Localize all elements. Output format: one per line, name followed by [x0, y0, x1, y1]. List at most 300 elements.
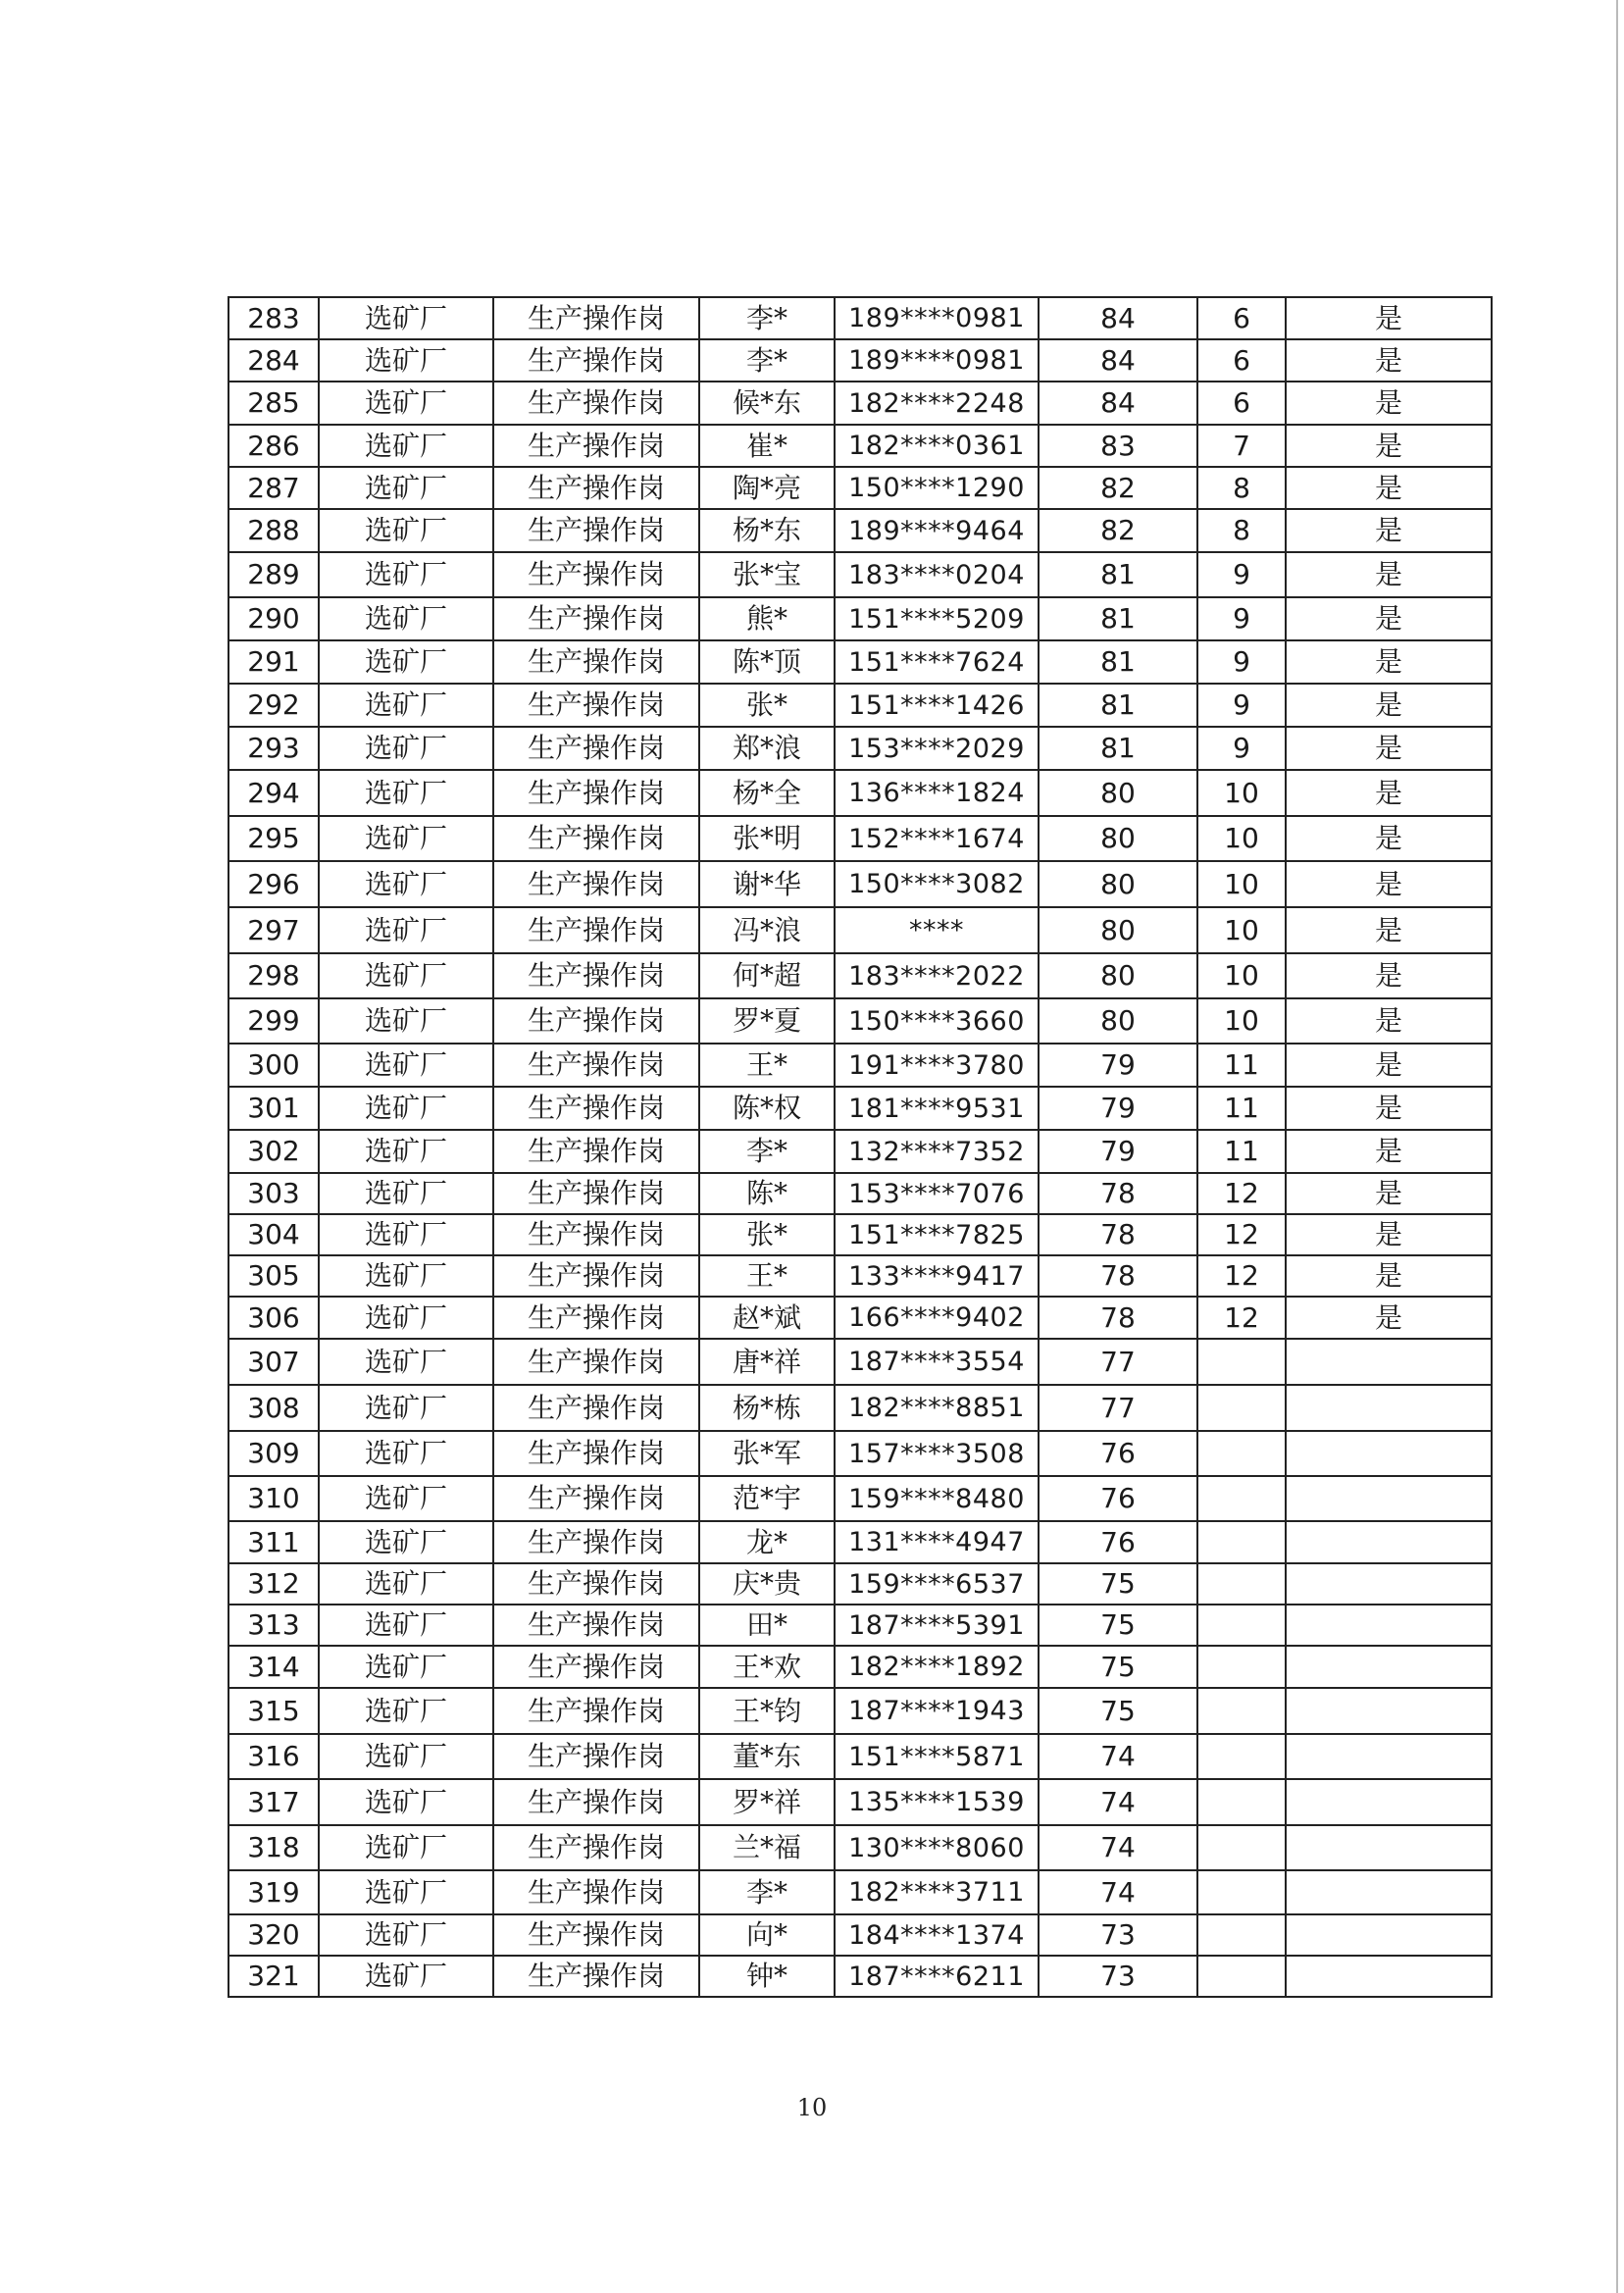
table-row [228, 1087, 1492, 1130]
table-row [228, 727, 1492, 770]
phone-cell: 151****7825 [835, 1214, 1039, 1255]
post-cell: 生产操作岗 [493, 467, 699, 509]
row-number-cell: 306 [228, 1297, 319, 1339]
qualified-cell [1286, 1476, 1492, 1521]
name-cell: 庆*贵 [699, 1563, 835, 1605]
score-cell: 80 [1039, 953, 1197, 998]
score-cell: 77 [1039, 1385, 1197, 1431]
score-cell: 84 [1039, 297, 1197, 339]
name-cell: 杨*栋 [699, 1385, 835, 1431]
score-cell: 78 [1039, 1173, 1197, 1214]
table-row [228, 1779, 1492, 1825]
phone-cell: 189****0981 [835, 339, 1039, 382]
post-cell: 生产操作岗 [493, 998, 699, 1044]
unit-cell: 选矿厂 [319, 1214, 493, 1255]
results-table-body [228, 297, 1492, 1997]
unit-cell: 选矿厂 [319, 1779, 493, 1825]
unit-cell: 选矿厂 [319, 1255, 493, 1297]
post-cell: 生产操作岗 [493, 1431, 699, 1476]
unit-cell: 选矿厂 [319, 467, 493, 509]
post-cell: 生产操作岗 [493, 1521, 699, 1563]
table-row [228, 907, 1492, 953]
row-number-cell: 316 [228, 1734, 319, 1779]
post-cell: 生产操作岗 [493, 297, 699, 339]
row-number-cell: 287 [228, 467, 319, 509]
row-number-cell: 286 [228, 425, 319, 467]
row-number-cell: 307 [228, 1339, 319, 1385]
score-cell: 76 [1039, 1521, 1197, 1563]
qualified-cell: 是 [1286, 1214, 1492, 1255]
name-cell: 罗*夏 [699, 998, 835, 1044]
qualified-cell [1286, 1605, 1492, 1646]
qualified-cell [1286, 1521, 1492, 1563]
name-cell: 王* [699, 1044, 835, 1087]
score-cell: 84 [1039, 382, 1197, 425]
post-cell: 生产操作岗 [493, 382, 699, 425]
results-table [228, 296, 1493, 1998]
rank-cell: 11 [1197, 1130, 1286, 1173]
post-cell: 生产操作岗 [493, 1646, 699, 1688]
row-number-cell: 296 [228, 861, 319, 907]
name-cell: 陶*亮 [699, 467, 835, 509]
post-cell: 生产操作岗 [493, 509, 699, 552]
qualified-cell [1286, 1563, 1492, 1605]
table-row [228, 1130, 1492, 1173]
row-number-cell: 299 [228, 998, 319, 1044]
rank-cell [1197, 1825, 1286, 1870]
phone-cell: 187****1943 [835, 1688, 1039, 1734]
name-cell: 兰*福 [699, 1825, 835, 1870]
table-row [228, 1044, 1492, 1087]
unit-cell: 选矿厂 [319, 816, 493, 861]
phone-cell: 151****5871 [835, 1734, 1039, 1779]
phone-cell: 150****3082 [835, 861, 1039, 907]
phone-cell: 133****9417 [835, 1255, 1039, 1297]
score-cell: 82 [1039, 509, 1197, 552]
unit-cell: 选矿厂 [319, 1605, 493, 1646]
name-cell: 冯*浪 [699, 907, 835, 953]
row-number-cell: 301 [228, 1087, 319, 1130]
table-row [228, 1825, 1492, 1870]
unit-cell: 选矿厂 [319, 1914, 493, 1956]
post-cell: 生产操作岗 [493, 425, 699, 467]
unit-cell: 选矿厂 [319, 382, 493, 425]
table-row [228, 1521, 1492, 1563]
unit-cell: 选矿厂 [319, 1044, 493, 1087]
table-row [228, 1914, 1492, 1956]
rank-cell: 8 [1197, 467, 1286, 509]
unit-cell: 选矿厂 [319, 1130, 493, 1173]
score-cell: 80 [1039, 861, 1197, 907]
qualified-cell: 是 [1286, 727, 1492, 770]
unit-cell: 选矿厂 [319, 1339, 493, 1385]
qualified-cell: 是 [1286, 552, 1492, 597]
row-number-cell: 321 [228, 1956, 319, 1997]
row-number-cell: 297 [228, 907, 319, 953]
row-number-cell: 285 [228, 382, 319, 425]
row-number-cell: 293 [228, 727, 319, 770]
post-cell: 生产操作岗 [493, 1339, 699, 1385]
unit-cell: 选矿厂 [319, 770, 493, 816]
score-cell: 81 [1039, 684, 1197, 727]
score-cell: 76 [1039, 1476, 1197, 1521]
row-number-cell: 288 [228, 509, 319, 552]
qualified-cell: 是 [1286, 998, 1492, 1044]
qualified-cell [1286, 1431, 1492, 1476]
phone-cell: 151****5209 [835, 597, 1039, 640]
post-cell: 生产操作岗 [493, 1255, 699, 1297]
rank-cell [1197, 1431, 1286, 1476]
post-cell: 生产操作岗 [493, 1087, 699, 1130]
post-cell: 生产操作岗 [493, 597, 699, 640]
qualified-cell: 是 [1286, 1173, 1492, 1214]
table-row [228, 1214, 1492, 1255]
score-cell: 80 [1039, 907, 1197, 953]
row-number-cell: 303 [228, 1173, 319, 1214]
qualified-cell [1286, 1825, 1492, 1870]
score-cell: 83 [1039, 425, 1197, 467]
post-cell: 生产操作岗 [493, 1214, 699, 1255]
unit-cell: 选矿厂 [319, 552, 493, 597]
table-row [228, 861, 1492, 907]
phone-cell: 151****1426 [835, 684, 1039, 727]
table-row [228, 684, 1492, 727]
name-cell: 陈*权 [699, 1087, 835, 1130]
rank-cell: 9 [1197, 552, 1286, 597]
phone-cell: 153****2029 [835, 727, 1039, 770]
qualified-cell: 是 [1286, 907, 1492, 953]
name-cell: 赵*斌 [699, 1297, 835, 1339]
name-cell: 崔* [699, 425, 835, 467]
name-cell: 李* [699, 1130, 835, 1173]
qualified-cell: 是 [1286, 1255, 1492, 1297]
rank-cell: 10 [1197, 770, 1286, 816]
unit-cell: 选矿厂 [319, 1087, 493, 1130]
rank-cell: 9 [1197, 727, 1286, 770]
phone-cell: 182****0361 [835, 425, 1039, 467]
qualified-cell [1286, 1870, 1492, 1914]
row-number-cell: 315 [228, 1688, 319, 1734]
score-cell: 79 [1039, 1044, 1197, 1087]
row-number-cell: 310 [228, 1476, 319, 1521]
score-cell: 81 [1039, 552, 1197, 597]
qualified-cell: 是 [1286, 1087, 1492, 1130]
table-row [228, 597, 1492, 640]
qualified-cell [1286, 1914, 1492, 1956]
post-cell: 生产操作岗 [493, 907, 699, 953]
post-cell: 生产操作岗 [493, 953, 699, 998]
score-cell: 73 [1039, 1914, 1197, 1956]
row-number-cell: 317 [228, 1779, 319, 1825]
row-number-cell: 319 [228, 1870, 319, 1914]
name-cell: 张*明 [699, 816, 835, 861]
row-number-cell: 309 [228, 1431, 319, 1476]
phone-cell: 166****9402 [835, 1297, 1039, 1339]
unit-cell: 选矿厂 [319, 861, 493, 907]
post-cell: 生产操作岗 [493, 1044, 699, 1087]
post-cell: 生产操作岗 [493, 1825, 699, 1870]
post-cell: 生产操作岗 [493, 1385, 699, 1431]
rank-cell: 10 [1197, 816, 1286, 861]
rank-cell [1197, 1914, 1286, 1956]
row-number-cell: 294 [228, 770, 319, 816]
qualified-cell: 是 [1286, 509, 1492, 552]
name-cell: 范*宇 [699, 1476, 835, 1521]
unit-cell: 选矿厂 [319, 684, 493, 727]
table-row [228, 1173, 1492, 1214]
phone-cell: 182****8851 [835, 1385, 1039, 1431]
qualified-cell: 是 [1286, 597, 1492, 640]
score-cell: 78 [1039, 1214, 1197, 1255]
name-cell: 王*欢 [699, 1646, 835, 1688]
qualified-cell: 是 [1286, 425, 1492, 467]
score-cell: 74 [1039, 1779, 1197, 1825]
unit-cell: 选矿厂 [319, 907, 493, 953]
qualified-cell: 是 [1286, 816, 1492, 861]
name-cell: 张*军 [699, 1431, 835, 1476]
post-cell: 生产操作岗 [493, 1914, 699, 1956]
name-cell: 陈*顶 [699, 640, 835, 684]
post-cell: 生产操作岗 [493, 684, 699, 727]
score-cell: 80 [1039, 770, 1197, 816]
score-cell: 75 [1039, 1646, 1197, 1688]
unit-cell: 选矿厂 [319, 727, 493, 770]
phone-cell: 187****6211 [835, 1956, 1039, 1997]
post-cell: 生产操作岗 [493, 640, 699, 684]
score-cell: 80 [1039, 998, 1197, 1044]
unit-cell: 选矿厂 [319, 1476, 493, 1521]
post-cell: 生产操作岗 [493, 1297, 699, 1339]
unit-cell: 选矿厂 [319, 1870, 493, 1914]
post-cell: 生产操作岗 [493, 339, 699, 382]
name-cell: 张* [699, 1214, 835, 1255]
name-cell: 杨*东 [699, 509, 835, 552]
unit-cell: 选矿厂 [319, 640, 493, 684]
score-cell: 81 [1039, 727, 1197, 770]
unit-cell: 选矿厂 [319, 339, 493, 382]
phone-cell: 182****1892 [835, 1646, 1039, 1688]
score-cell: 81 [1039, 640, 1197, 684]
row-number-cell: 305 [228, 1255, 319, 1297]
score-cell: 84 [1039, 339, 1197, 382]
score-cell: 75 [1039, 1605, 1197, 1646]
table-row [228, 1563, 1492, 1605]
qualified-cell: 是 [1286, 953, 1492, 998]
phone-cell: 151****7624 [835, 640, 1039, 684]
rank-cell: 10 [1197, 953, 1286, 998]
scan-page-edge [1616, 0, 1618, 2293]
table-row [228, 1476, 1492, 1521]
row-number-cell: 314 [228, 1646, 319, 1688]
row-number-cell: 291 [228, 640, 319, 684]
qualified-cell [1286, 1688, 1492, 1734]
post-cell: 生产操作岗 [493, 1688, 699, 1734]
post-cell: 生产操作岗 [493, 861, 699, 907]
rank-cell [1197, 1521, 1286, 1563]
table-row [228, 1385, 1492, 1431]
rank-cell: 12 [1197, 1173, 1286, 1214]
name-cell: 郑*浪 [699, 727, 835, 770]
name-cell: 王*钧 [699, 1688, 835, 1734]
qualified-cell: 是 [1286, 861, 1492, 907]
phone-cell: 159****8480 [835, 1476, 1039, 1521]
row-number-cell: 318 [228, 1825, 319, 1870]
phone-cell: 187****5391 [835, 1605, 1039, 1646]
rank-cell [1197, 1956, 1286, 1997]
phone-cell: 150****1290 [835, 467, 1039, 509]
unit-cell: 选矿厂 [319, 953, 493, 998]
rank-cell [1197, 1779, 1286, 1825]
phone-cell: 157****3508 [835, 1431, 1039, 1476]
qualified-cell: 是 [1286, 1130, 1492, 1173]
rank-cell: 10 [1197, 907, 1286, 953]
table-row [228, 1688, 1492, 1734]
table-row [228, 1255, 1492, 1297]
phone-cell: 183****2022 [835, 953, 1039, 998]
rank-cell [1197, 1339, 1286, 1385]
phone-cell: 191****3780 [835, 1044, 1039, 1087]
name-cell: 董*东 [699, 1734, 835, 1779]
post-cell: 生产操作岗 [493, 727, 699, 770]
unit-cell: 选矿厂 [319, 1646, 493, 1688]
name-cell: 王* [699, 1255, 835, 1297]
qualified-cell [1286, 1339, 1492, 1385]
post-cell: 生产操作岗 [493, 1173, 699, 1214]
unit-cell: 选矿厂 [319, 1521, 493, 1563]
row-number-cell: 300 [228, 1044, 319, 1087]
name-cell: 龙* [699, 1521, 835, 1563]
rank-cell: 8 [1197, 509, 1286, 552]
row-number-cell: 308 [228, 1385, 319, 1431]
rank-cell: 10 [1197, 861, 1286, 907]
unit-cell: 选矿厂 [319, 1563, 493, 1605]
table-row [228, 770, 1492, 816]
phone-cell: 152****1674 [835, 816, 1039, 861]
table-row [228, 297, 1492, 339]
rank-cell [1197, 1563, 1286, 1605]
table-row [228, 382, 1492, 425]
rank-cell [1197, 1734, 1286, 1779]
row-number-cell: 312 [228, 1563, 319, 1605]
table-row [228, 1605, 1492, 1646]
table-row [228, 816, 1492, 861]
rank-cell: 10 [1197, 998, 1286, 1044]
name-cell: 田* [699, 1605, 835, 1646]
qualified-cell: 是 [1286, 770, 1492, 816]
score-cell: 79 [1039, 1130, 1197, 1173]
rank-cell [1197, 1476, 1286, 1521]
phone-cell: 132****7352 [835, 1130, 1039, 1173]
post-cell: 生产操作岗 [493, 816, 699, 861]
row-number-cell: 292 [228, 684, 319, 727]
phone-cell: 135****1539 [835, 1779, 1039, 1825]
qualified-cell [1286, 1956, 1492, 1997]
qualified-cell: 是 [1286, 1044, 1492, 1087]
unit-cell: 选矿厂 [319, 1431, 493, 1476]
rank-cell: 6 [1197, 382, 1286, 425]
row-number-cell: 302 [228, 1130, 319, 1173]
post-cell: 生产操作岗 [493, 1605, 699, 1646]
post-cell: 生产操作岗 [493, 1734, 699, 1779]
table-row [228, 953, 1492, 998]
unit-cell: 选矿厂 [319, 1734, 493, 1779]
phone-cell: **** [835, 907, 1039, 953]
qualified-cell [1286, 1646, 1492, 1688]
row-number-cell: 311 [228, 1521, 319, 1563]
post-cell: 生产操作岗 [493, 770, 699, 816]
phone-cell: 182****3711 [835, 1870, 1039, 1914]
rank-cell: 12 [1197, 1255, 1286, 1297]
unit-cell: 选矿厂 [319, 597, 493, 640]
score-cell: 75 [1039, 1563, 1197, 1605]
phone-cell: 130****8060 [835, 1825, 1039, 1870]
score-cell: 74 [1039, 1734, 1197, 1779]
row-number-cell: 284 [228, 339, 319, 382]
rank-cell: 9 [1197, 684, 1286, 727]
rank-cell: 11 [1197, 1087, 1286, 1130]
rank-cell [1197, 1646, 1286, 1688]
unit-cell: 选矿厂 [319, 1173, 493, 1214]
rank-cell: 7 [1197, 425, 1286, 467]
table-row [228, 467, 1492, 509]
table-row [228, 640, 1492, 684]
table-row [228, 1646, 1492, 1688]
row-number-cell: 283 [228, 297, 319, 339]
results-table-container [228, 296, 1491, 1998]
post-cell: 生产操作岗 [493, 1779, 699, 1825]
table-row [228, 339, 1492, 382]
name-cell: 杨*全 [699, 770, 835, 816]
name-cell: 罗*祥 [699, 1779, 835, 1825]
rank-cell: 12 [1197, 1297, 1286, 1339]
rank-cell: 6 [1197, 339, 1286, 382]
row-number-cell: 289 [228, 552, 319, 597]
post-cell: 生产操作岗 [493, 1130, 699, 1173]
table-row [228, 552, 1492, 597]
phone-cell: 189****9464 [835, 509, 1039, 552]
qualified-cell: 是 [1286, 339, 1492, 382]
name-cell: 李* [699, 297, 835, 339]
score-cell: 79 [1039, 1087, 1197, 1130]
rank-cell: 9 [1197, 640, 1286, 684]
phone-cell: 187****3554 [835, 1339, 1039, 1385]
table-row [228, 425, 1492, 467]
post-cell: 生产操作岗 [493, 1956, 699, 1997]
score-cell: 76 [1039, 1431, 1197, 1476]
table-row [228, 1956, 1492, 1997]
qualified-cell [1286, 1779, 1492, 1825]
qualified-cell: 是 [1286, 382, 1492, 425]
name-cell: 李* [699, 339, 835, 382]
score-cell: 80 [1039, 816, 1197, 861]
table-row [228, 1870, 1492, 1914]
unit-cell: 选矿厂 [319, 1297, 493, 1339]
phone-cell: 181****9531 [835, 1087, 1039, 1130]
phone-cell: 182****2248 [835, 382, 1039, 425]
name-cell: 李* [699, 1870, 835, 1914]
rank-cell: 12 [1197, 1214, 1286, 1255]
rank-cell [1197, 1688, 1286, 1734]
post-cell: 生产操作岗 [493, 1563, 699, 1605]
phone-cell: 150****3660 [835, 998, 1039, 1044]
name-cell: 候*东 [699, 382, 835, 425]
unit-cell: 选矿厂 [319, 1825, 493, 1870]
qualified-cell: 是 [1286, 640, 1492, 684]
name-cell: 唐*祥 [699, 1339, 835, 1385]
unit-cell: 选矿厂 [319, 998, 493, 1044]
score-cell: 78 [1039, 1255, 1197, 1297]
score-cell: 73 [1039, 1956, 1197, 1997]
